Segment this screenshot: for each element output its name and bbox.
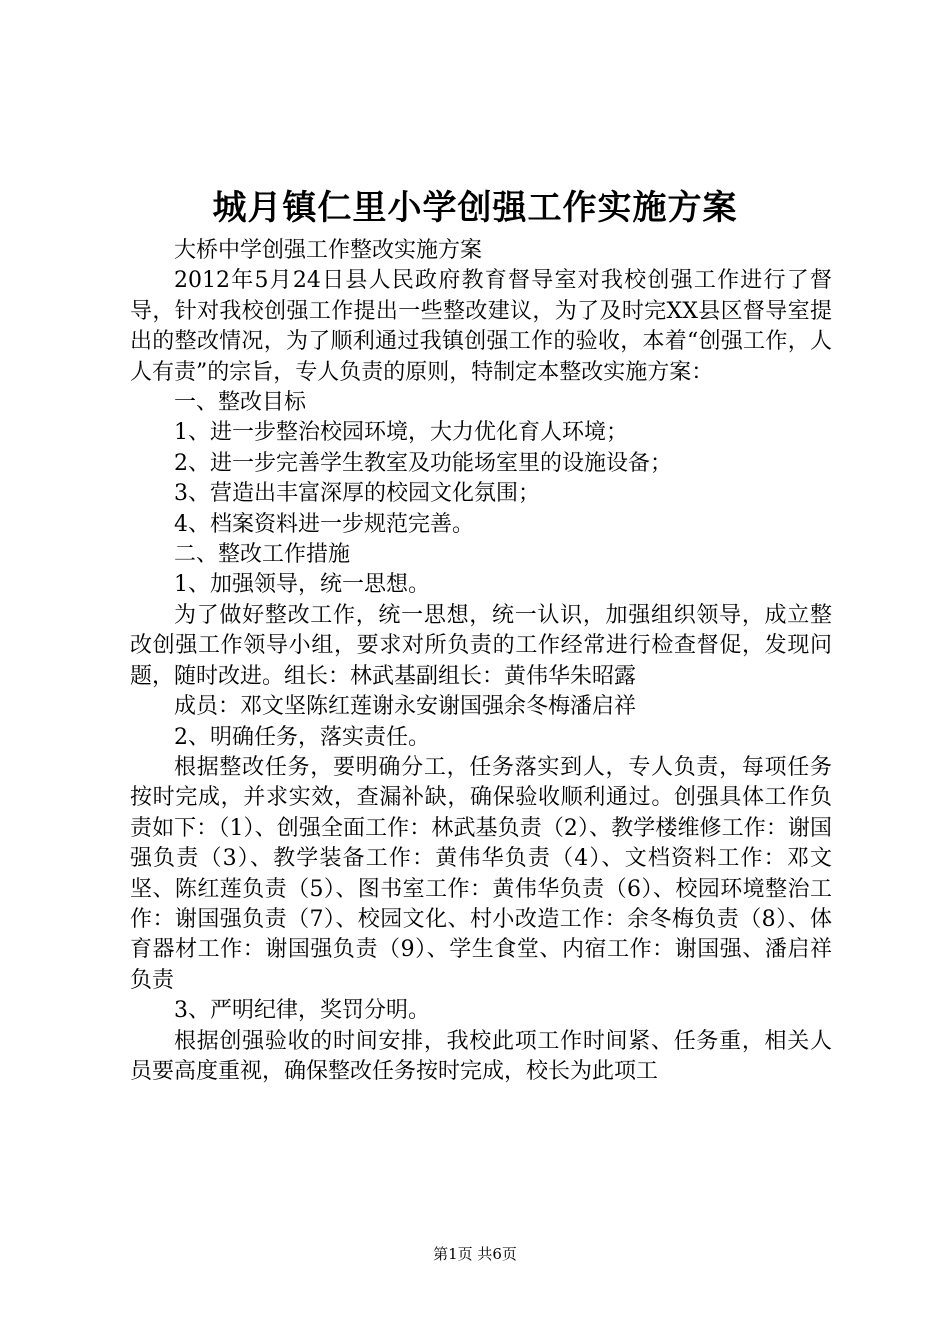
heading-measures: 二、整改工作措施	[174, 542, 351, 568]
measure-paragraph-2: 根据整改任务，要明确分工，任务落实到人，专人负责，每项任务按时完成，并求实效，查漏补缺，确保验收顺利通过。创强具体工作负责如下：（1）、创强全面工作：林武基负责（2）、教学楼维修工作：谢国强负责（3）、教学装备工作：黄伟华负责（4）、文档资料工作：邓文坚、陈红莲负责（5）、图书室工作：黄伟华负责（6）、校园环境整治工作：谢国强负责（7）、校园文化、村小改造工作：余冬梅负责（8）、体育器材工作：谢国强负责（9）、学生食堂、内宿工作：谢国强、潘启祥负责	[130, 754, 832, 993]
goal-item-1: 1、进一步整治校园环境，大力优化育人环境；	[174, 420, 628, 446]
measure-paragraph-1: 为了做好整改工作，统一思想，统一认识，加强组织领导，成立整改创强工作领导小组，要求对所负责的工作经常进行检查督促，发现问题，随时改进。组长：林武基副组长：黄伟华朱昭露	[130, 602, 832, 689]
goal-item-4: 4、档案资料进一步规范完善。	[174, 511, 474, 537]
goal-item-2: 2、进一步完善学生教室及功能场室里的设施设备；	[174, 450, 672, 476]
members-paragraph: 成员：邓文坚陈红莲谢永安谢国强余冬梅潘启祥	[174, 694, 637, 720]
measure-paragraph-3: 根据创强验收的时间安排，我校此项工作时间紧、任务重，相关人员要高度重视，确保整改任务按时完成，校长为此项工	[130, 1028, 832, 1084]
goal-item-3: 3、营造出丰富深厚的校园文化氛围；	[174, 481, 540, 507]
measure-heading-1: 1、加强领导，统一思想。	[174, 572, 430, 598]
paragraph-subtitle: 大桥中学创强工作整改实施方案	[174, 238, 483, 263]
heading-goals: 一、整改目标	[174, 390, 307, 416]
measure-heading-3: 3、严明纪律，奖罚分明。	[174, 998, 430, 1024]
page-number-footer: 第1页 共6页	[433, 1245, 517, 1263]
paragraph-intro: 2012年5月24日县人民政府教育督导室对我校创强工作进行了督导，针对我校创强工作提出一些整改建议，为了及时完XX县区督导室提出的整改情况，为了顺利通过我镇创强工作的验收，本着“创强工作，人人有责”的宗旨，专人负责的原则，特制定本整改实施方案：	[130, 268, 832, 385]
document-title: 城月镇仁里小学创强工作实施方案	[212, 188, 738, 228]
document-body	[130, 236, 832, 1087]
measure-heading-2: 2、明确任务，落实责任。	[174, 724, 430, 750]
